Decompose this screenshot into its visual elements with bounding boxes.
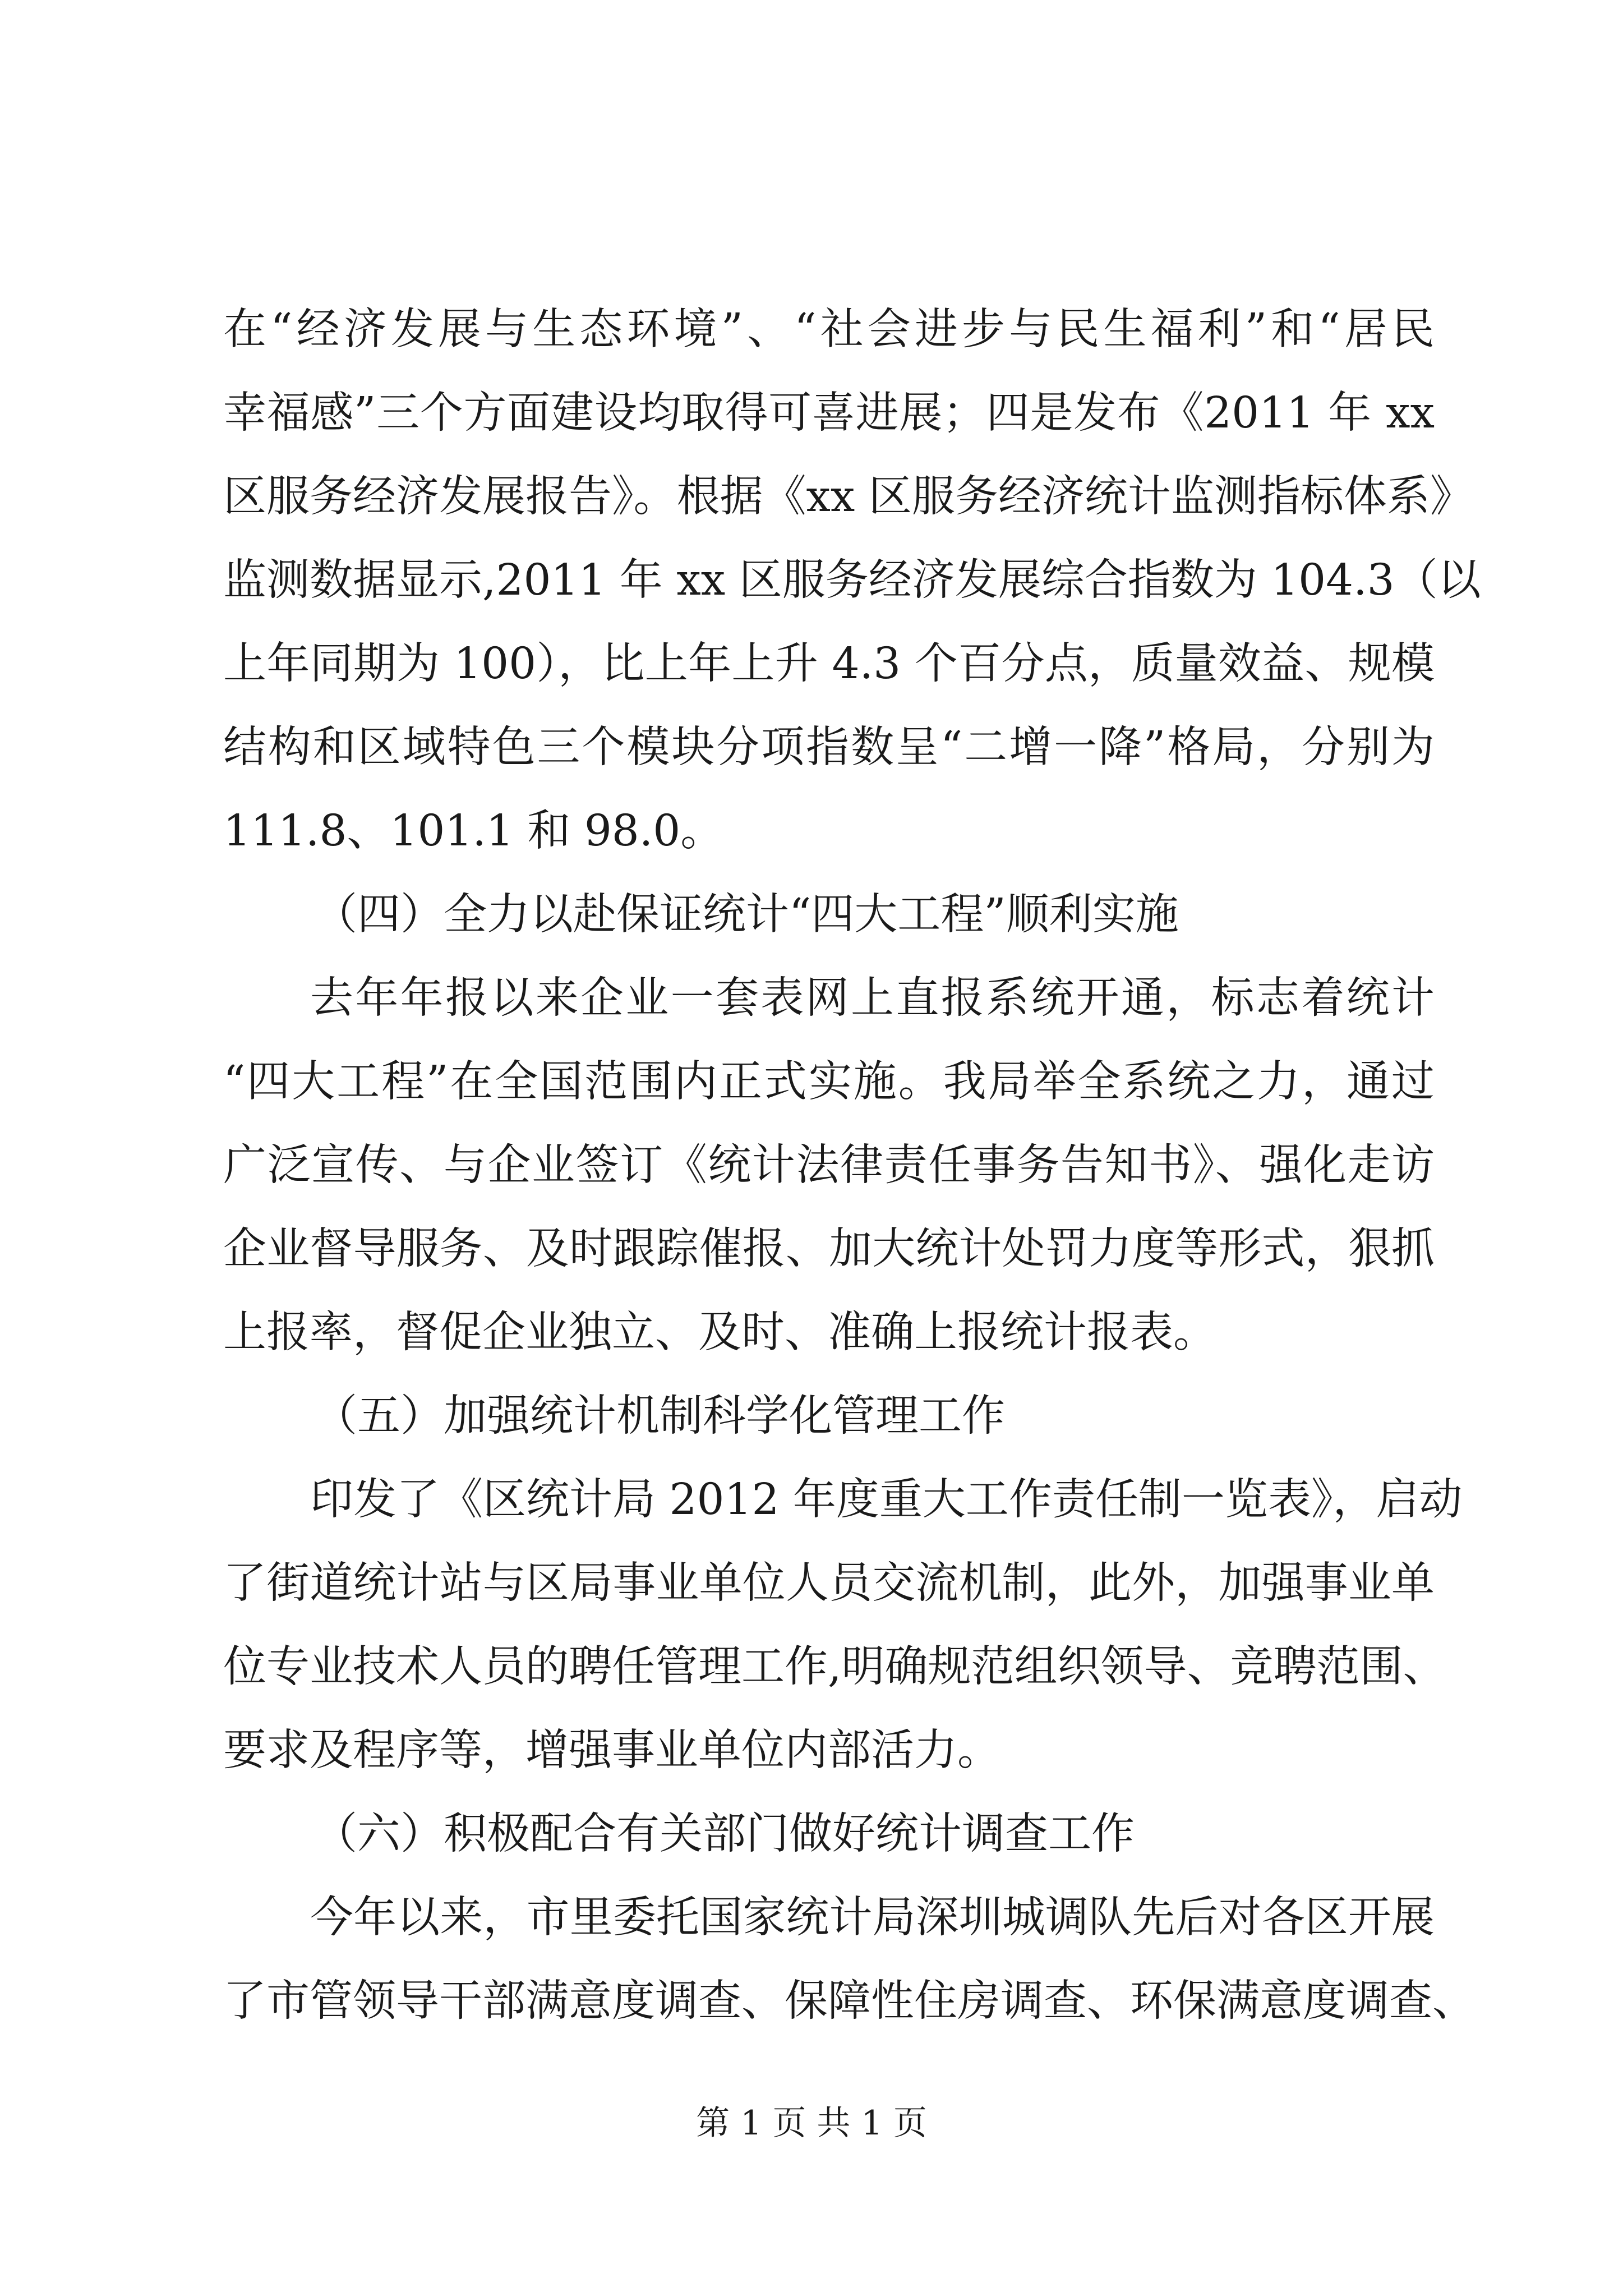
text-line: 印发了《区统计局 2012 年度重大工作责任制一览表》，启动 bbox=[310, 1475, 1463, 1525]
text-line: 了市管领导干部满意度调查、保障性住房调查、环保满意度调查、 bbox=[223, 1976, 1476, 2026]
text-line: 去年年报以来企业一套表网上直报系统开通，标志着统计 bbox=[310, 973, 1435, 1023]
page-footer: 第 1 页 共 1 页 bbox=[696, 2104, 927, 2143]
text-line: 要求及程序等，增强事业单位内部活力。 bbox=[223, 1726, 1000, 1775]
text-line: 今年以来，市里委托国家统计局深圳城调队先后对各区开展 bbox=[310, 1893, 1435, 1943]
text-line: 上报率，督促企业独立、及时、准确上报统计报表。 bbox=[223, 1308, 1216, 1358]
text-line: 位专业技术人员的聘任管理工作,明确规范组织领导、竞聘范围、 bbox=[223, 1642, 1446, 1692]
text-line: 广泛宣传、与企业签订《统计法律责任事务告知书》、强化走访 bbox=[223, 1140, 1435, 1190]
text-line: 区服务经济发展报告》。根据《xx 区服务经济统计监测指标体系》 bbox=[223, 472, 1473, 522]
text-line: 111.8、101.1 和 98.0。 bbox=[223, 806, 724, 856]
text-line: “四大工程”在全国范围内正式实施。我局举全系统之力，通过 bbox=[223, 1057, 1435, 1107]
text-line: 结构和区域特色三个模块分项指数呈“二增一降”格局，分别为 bbox=[223, 723, 1435, 772]
text-line: 监测数据显示,2011 年 xx 区服务经济发展综合指数为 104.3（以 bbox=[223, 555, 1481, 605]
text-line: 幸福感”三个方面建设均取得可喜进展；四是发布《2011 年 xx bbox=[223, 388, 1435, 438]
section-heading: （六）积极配合有关部门做好统计调查工作 bbox=[314, 1809, 1135, 1859]
text-line: 上年同期为 100），比上年上升 4.3 个百分点，质量效益、规模 bbox=[223, 639, 1435, 689]
text-line: 在“经济发展与生态环境”、“社会进步与民生福利”和“居民 bbox=[223, 305, 1435, 355]
section-heading: （四）全力以赴保证统计“四大工程”顺利实施 bbox=[314, 890, 1179, 940]
text-line: 企业督导服务、及时跟踪催报、加大统计处罚力度等形式，狠抓 bbox=[223, 1224, 1435, 1274]
section-heading: （五）加强统计机制科学化管理工作 bbox=[314, 1391, 1005, 1441]
text-line: 了街道统计站与区局事业单位人员交流机制，此外，加强事业单 bbox=[223, 1558, 1435, 1608]
